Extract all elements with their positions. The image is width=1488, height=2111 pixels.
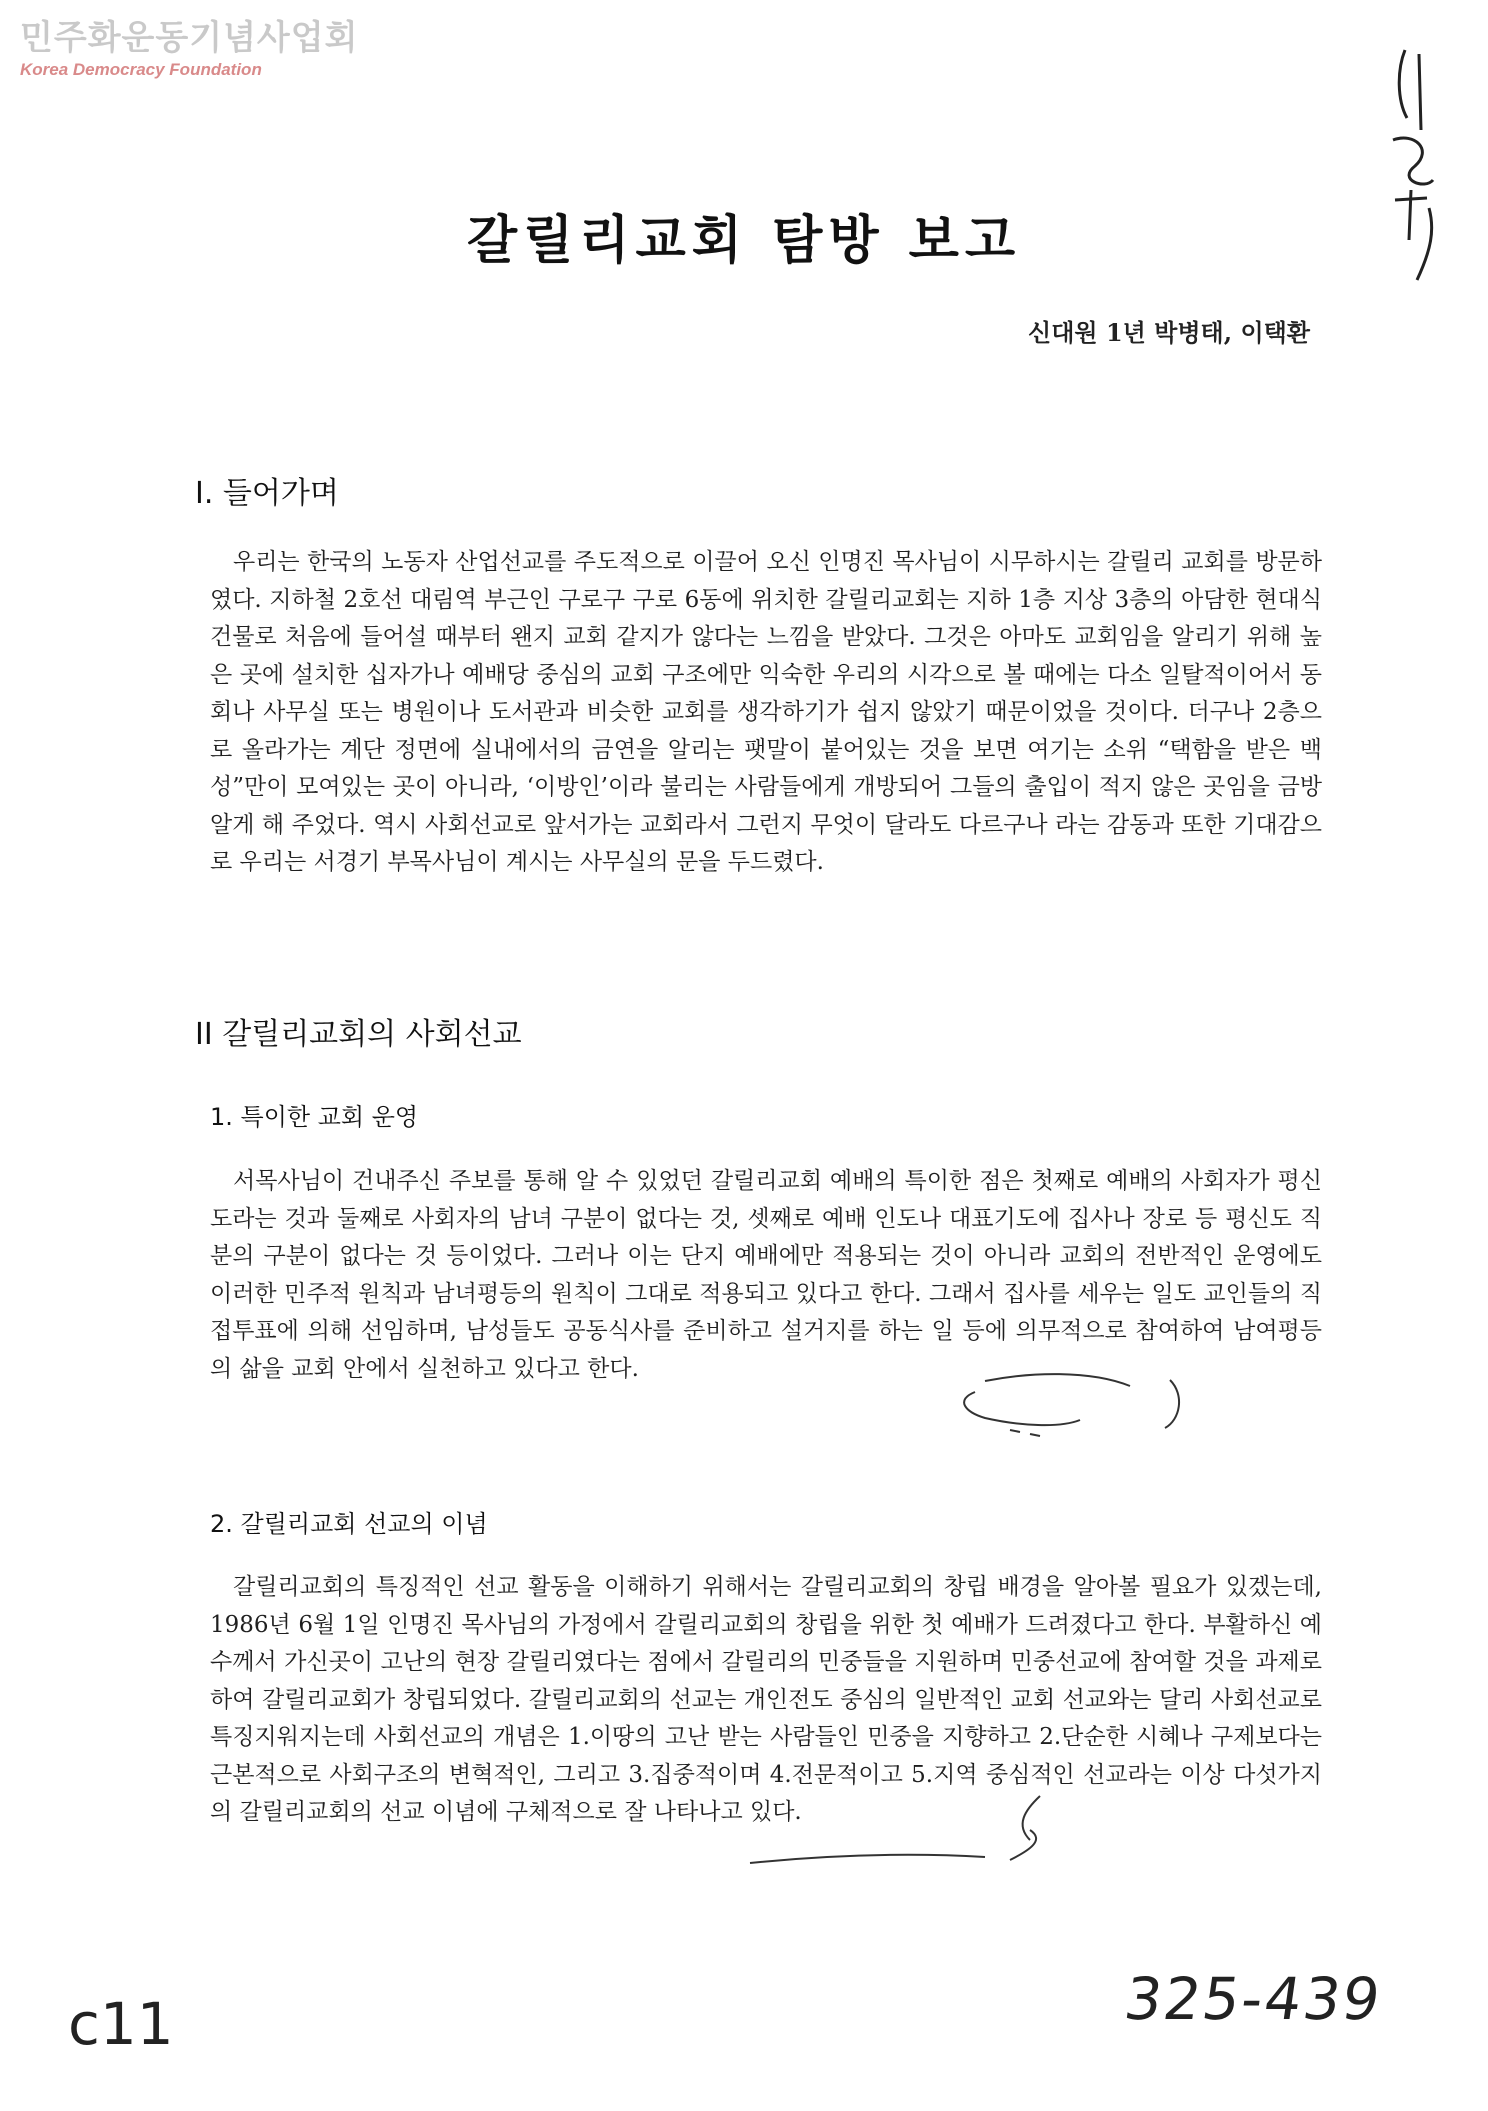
folio-mark: c11 [68,1990,174,2058]
section-heading: II 갈릴리교회의 사회선교 [195,1017,522,1052]
document-title: 갈릴리교회 탐방 보고 [466,211,1022,271]
subsection-heading: 1. 특이한 교회 운영 [210,1103,419,1131]
watermark-english: Korea Democracy Foundation [20,60,262,79]
body-paragraph: 서목사님이 건내주신 주보를 통해 알 수 있었던 갈릴리교회 예배의 특이한 점은 첫째로 예배의 사회자가 평신도라는 것과 둘째로 사회자의 남녀 구분이 없다는 것, 셋째로 예배 인도나 대표기도에 집사나 장로 등 평신도 직분의 구분이 없다는 것 등이었다. 그러나 이는 단지 예배에만 적용되는 것이 아니라 교회의 전반적인 운영에도 이러한 민주적 원칙과 남녀평등의 원칙이 그대로 적용되고 있다고 한다. 그래서 집사를 세우는 일도 교인들의 직접투표에 의해 선임하며, 남성들도 공동식사를 준비하고 설거지를 하는 일 등에 의무적으로 참여하여 남여평등의 삶을 교회 안에서 실천하고 있다고 한다. [210,1168,1322,1382]
document-byline: 신대원 1년 박병태, 이택환 [1028,318,1310,347]
watermark-korean: 민주화운동기념사업회 [20,18,359,58]
watermark [20,18,358,80]
body-paragraph: 우리는 한국의 노동자 산업선교를 주도적으로 이끌어 오신 인명진 목사님이 시무하시는 갈릴리 교회를 방문하였다. 지하철 2호선 대림역 부근인 구로구 구로 6동에 위치한 갈릴리교회는 지하 1층 지상 3층의 아담한 현대식 건물로 처음에 들어설 때부터 왠지 교회 같지가 않다는 느낌을 받았다. 그것은 아마도 교회임을 알리기 위해 높은 곳에 설치한 십자가나 예배당 중심의 교회 구조에만 익숙한 우리의 시각으로 볼 때에는 다소 일탈적이어서 동회나 사무실 또는 병원이나 도서관과 비슷한 교회를 생각하기가 쉽지 않았기 때문이었을 것이다. 더구나 2층으로 올라가는 계단 정면에 실내에서의 금연을 알리는 팻말이 붙어있는 것을 보면 여기는 소위 “택함을 받은 백성”만이 모여있는 곳이 아니라, ‘이방인’이라 불리는 사람들에게 개방되어 그들의 출입이 적지 않은 곳임을 금방 알게 해 주었다. 역시 사회선교로 앞서가는 교회라서 그런지 무엇이 달라도 다르구나 라는 감동과 또한 기대감으로 우리는 서경기 부목사님이 계시는 사무실의 문을 두드렸다. [210,549,1322,875]
subsection-heading: 2. 갈릴리교회 선교의 이념 [210,1510,488,1538]
body-paragraph: 갈릴리교회의 특징적인 선교 활동을 이해하기 위해서는 갈릴리교회의 창립 배경을 알아볼 필요가 있겠는데, 1986년 6월 1일 인명진 목사님의 가정에서 갈릴리교회의 창립을 위한 첫 예배가 드려졌다고 한다. 부활하신 예수께서 가신곳이 고난의 현장 갈릴리였다는 점에서 갈릴리의 민중들을 지원하며 민중선교에 참여할 것을 과제로하여 갈릴리교회가 창립되었다. 갈릴리교회의 선교는 개인전도 중심의 일반적인 교회 선교와는 달리 사회선교로 특징지워지는데 사회선교의 개념은 1.이땅의 고난 받는 사람들인 민중을 지향하고 2.단순한 시혜나 구제보다는 근본적으로 사회구조의 변혁적인, 그리고 3.집중적이며 4.전문적이고 5.지역 중심적인 선교라는 이상 다섯가지의 갈릴리교회의 선교 이념에 구체적으로 잘 나타나고 있다. [210,1574,1322,1825]
section-heading: I. 들어가며 [195,476,339,511]
archive-number: 325-439 [1120,1965,1387,2033]
